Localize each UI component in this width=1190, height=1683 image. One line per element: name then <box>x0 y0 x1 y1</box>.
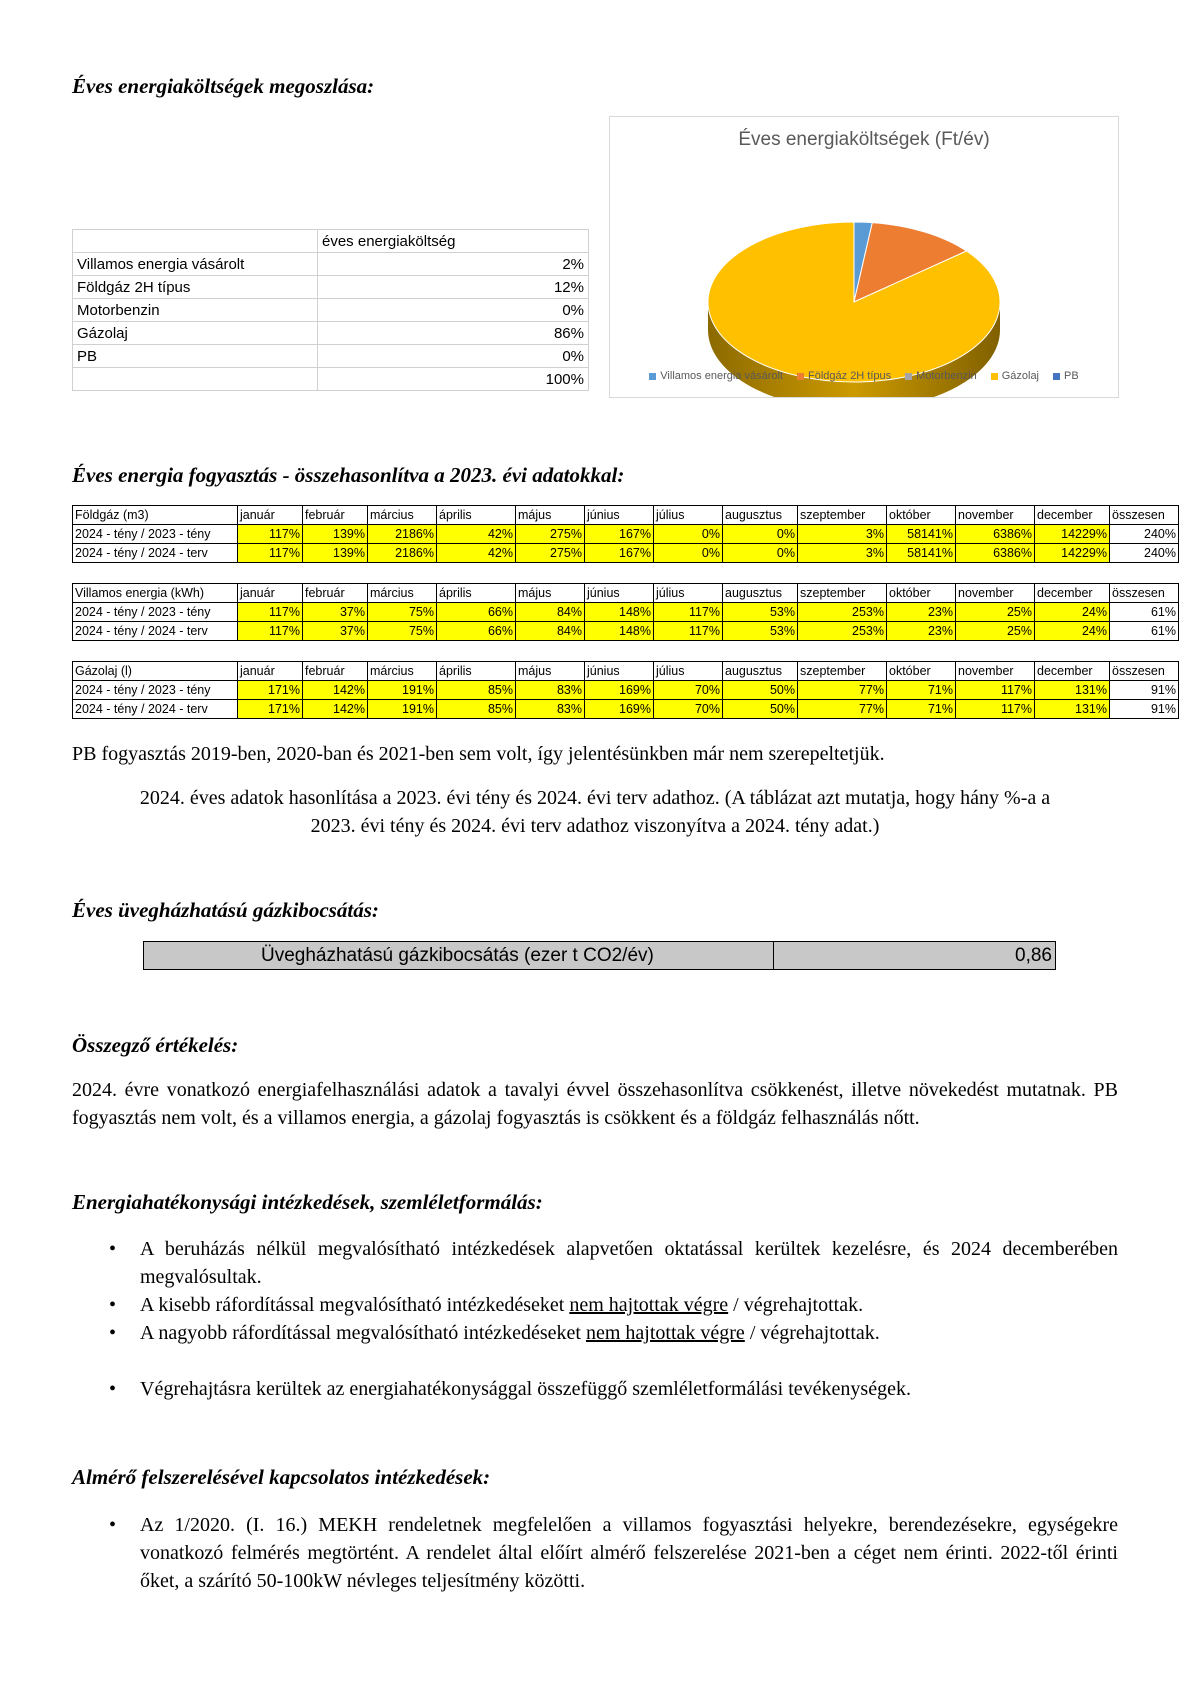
row-label: 2024 - tény / 2023 - tény <box>73 603 238 622</box>
legend-swatch <box>1053 373 1060 380</box>
comparison-note-line2: 2023. évi tény és 2024. évi terv adathoz viszonyítva a 2024. tény adat.) <box>310 815 880 837</box>
table-cell: 23% <box>887 603 956 622</box>
month-header: október <box>887 584 956 603</box>
table-cell: 14229% <box>1035 525 1110 544</box>
row-label: 2024 - tény / 2024 - terv <box>73 622 238 641</box>
month-header: december <box>1035 506 1110 525</box>
bullet-icon: • <box>109 1378 117 1400</box>
table-cell: 117% <box>654 603 723 622</box>
table-cell: 71% <box>887 681 956 700</box>
table-cell: 71% <box>887 700 956 719</box>
month-header: december <box>1035 662 1110 681</box>
legend-label: PB <box>1064 370 1079 382</box>
month-header: január <box>238 584 303 603</box>
table-cell: 191% <box>368 681 437 700</box>
cost-total-value: 100% <box>318 368 589 391</box>
legend-label: Gázolaj <box>1001 370 1039 382</box>
table-cell: 117% <box>238 525 303 544</box>
cost-row-value: 86% <box>318 322 589 345</box>
month-header: február <box>303 662 368 681</box>
table-cell: 6386% <box>956 544 1035 563</box>
table-cell: 142% <box>303 681 368 700</box>
table-cell: 117% <box>238 603 303 622</box>
month-header: július <box>654 506 723 525</box>
cost-row-name: Gázolaj <box>73 322 318 345</box>
month-header: október <box>887 662 956 681</box>
month-header: összesen <box>1110 584 1179 603</box>
table-cell: 58141% <box>887 525 956 544</box>
ghg-value: 0,86 <box>774 942 1056 970</box>
table-cell: 240% <box>1110 525 1179 544</box>
diesel-consumption-table <box>72 661 1179 719</box>
cost-table-header: éves energiaköltség <box>318 230 589 253</box>
month-header: szeptember <box>798 662 887 681</box>
efficiency-item <box>72 1235 1118 1291</box>
cost-row-name: Villamos energia vásárolt <box>73 253 318 276</box>
month-header: összesen <box>1110 662 1179 681</box>
legend-item <box>991 370 1039 382</box>
legend-swatch <box>991 373 998 380</box>
table-cell: 167% <box>585 544 654 563</box>
month-header: július <box>654 662 723 681</box>
pie-chart <box>609 116 1119 398</box>
efficiency-item-text: / végrehajtottak. <box>728 1294 864 1316</box>
month-header: január <box>238 506 303 525</box>
table-cell: 37% <box>303 622 368 641</box>
table-cell: 3% <box>798 544 887 563</box>
table-cell: 85% <box>437 700 516 719</box>
month-header: január <box>238 662 303 681</box>
month-header: június <box>585 584 654 603</box>
cost-table-row <box>73 299 589 322</box>
table-cell: 2186% <box>368 525 437 544</box>
table-cell: 117% <box>238 622 303 641</box>
efficiency-item-text: / végrehajtottak. <box>744 1322 880 1344</box>
summary-heading: Összegző értékelés: <box>72 1033 239 1057</box>
legend-item <box>905 370 977 382</box>
legend-swatch <box>649 373 656 380</box>
month-header: március <box>368 506 437 525</box>
table-cell: 171% <box>238 700 303 719</box>
month-header: június <box>585 506 654 525</box>
month-header: augusztus <box>723 662 798 681</box>
cost-row-name: Földgáz 2H típus <box>73 276 318 299</box>
row-label: 2024 - tény / 2024 - terv <box>73 544 238 563</box>
legend-swatch <box>905 373 912 380</box>
cost-total-label <box>73 368 318 391</box>
table-cell: 253% <box>798 622 887 641</box>
table-cell: 25% <box>956 603 1035 622</box>
table-cell: 24% <box>1035 622 1110 641</box>
table-cell: 91% <box>1110 681 1179 700</box>
table-cell: 75% <box>368 603 437 622</box>
consumption-heading: Éves energia fogyasztás - összehasonlítva a 2023. évi adatokkal: <box>72 463 625 487</box>
table-cell: 142% <box>303 700 368 719</box>
table-cell: 75% <box>368 622 437 641</box>
table-title: Földgáz (m3) <box>73 506 238 525</box>
table-cell: 58141% <box>887 544 956 563</box>
month-header: augusztus <box>723 584 798 603</box>
bullet-icon: • <box>109 1294 117 1316</box>
table-cell: 25% <box>956 622 1035 641</box>
table-cell: 275% <box>516 525 585 544</box>
table-cell: 0% <box>723 525 798 544</box>
efficiency-item-text: A kisebb ráfordítással megvalósítható intézkedéseket <box>140 1294 570 1316</box>
month-header: november <box>956 662 1035 681</box>
table-title: Gázolaj (l) <box>73 662 238 681</box>
table-cell: 42% <box>437 525 516 544</box>
table-cell: 85% <box>437 681 516 700</box>
efficiency-item-text: A beruházás nélkül megvalósítható intézkedések alapvetően oktatással kerültek kezelésre, és 2024 decemberében megvalósultak. <box>140 1238 1118 1288</box>
table-cell: 0% <box>654 525 723 544</box>
legend-item <box>797 370 891 382</box>
table-cell: 61% <box>1110 622 1179 641</box>
table-cell: 66% <box>437 622 516 641</box>
underlined-text: nem hajtottak végre <box>569 1294 729 1316</box>
table-cell: 24% <box>1035 603 1110 622</box>
pie-chart-svg <box>610 117 1118 397</box>
cost-row-value: 0% <box>318 345 589 368</box>
month-header: szeptember <box>798 506 887 525</box>
legend-item <box>649 370 783 382</box>
efficiency-heading: Energiahatékonysági intézkedések, szemléletformálás: <box>72 1190 543 1214</box>
table-cell: 139% <box>303 525 368 544</box>
table-cell: 6386% <box>956 525 1035 544</box>
comparison-note-line1: 2024. éves adatok hasonlítása a 2023. évi tény és 2024. évi terv adathoz. (A táblázat azt mutatja, hogy hány %-a a <box>139 787 1051 809</box>
bullet-icon: • <box>109 1514 117 1536</box>
cost-row-value: 2% <box>318 253 589 276</box>
month-header: május <box>516 662 585 681</box>
month-header: április <box>437 506 516 525</box>
table-cell: 61% <box>1110 603 1179 622</box>
month-header: február <box>303 584 368 603</box>
cost-heading: Éves energiaköltségek megoszlása: <box>72 74 375 98</box>
month-header: április <box>437 584 516 603</box>
ghg-table <box>143 941 1056 970</box>
cost-row-value: 12% <box>318 276 589 299</box>
month-header: november <box>956 506 1035 525</box>
table-cell: 2186% <box>368 544 437 563</box>
table-cell: 171% <box>238 681 303 700</box>
pb-note: PB fogyasztás 2019-ben, 2020-ban és 2021-ben sem volt, így jelentésünkben már nem szerepeltetjük. <box>72 743 885 765</box>
efficiency-item <box>72 1291 1118 1319</box>
table-cell: 148% <box>585 603 654 622</box>
legend-label: Földgáz 2H típus <box>808 370 892 382</box>
row-label: 2024 - tény / 2023 - tény <box>73 681 238 700</box>
ghg-label: Üvegházhatású gázkibocsátás (ezer t CO2/év) <box>144 942 774 970</box>
efficiency-item-text: A nagyobb ráfordítással megvalósítható intézkedéseket <box>140 1322 586 1344</box>
table-cell: 14229% <box>1035 544 1110 563</box>
bullet-icon: • <box>109 1238 117 1260</box>
table-cell: 0% <box>723 544 798 563</box>
table-cell: 3% <box>798 525 887 544</box>
table-cell: 50% <box>723 681 798 700</box>
month-header: július <box>654 584 723 603</box>
table-cell: 77% <box>798 681 887 700</box>
month-header: november <box>956 584 1035 603</box>
table-cell: 169% <box>585 700 654 719</box>
month-header: április <box>437 662 516 681</box>
month-header: szeptember <box>798 584 887 603</box>
table-cell: 131% <box>1035 681 1110 700</box>
table-cell: 83% <box>516 700 585 719</box>
table-row <box>73 544 1179 563</box>
bullet-icon: • <box>109 1322 117 1344</box>
table-cell: 117% <box>654 622 723 641</box>
table-row <box>73 700 1179 719</box>
table-cell: 117% <box>956 700 1035 719</box>
legend-label: Motorbenzin <box>916 370 977 382</box>
table-cell: 83% <box>516 681 585 700</box>
month-header: augusztus <box>723 506 798 525</box>
efficiency-item <box>72 1375 1118 1403</box>
gas-consumption-table <box>72 505 1179 563</box>
table-row <box>73 622 1179 641</box>
table-cell: 148% <box>585 622 654 641</box>
table-cell: 70% <box>654 681 723 700</box>
month-header: február <box>303 506 368 525</box>
month-header: június <box>585 662 654 681</box>
table-cell: 191% <box>368 700 437 719</box>
table-cell: 42% <box>437 544 516 563</box>
submeter-item-text: Az 1/2020. (I. 16.) MEKH rendeletnek megfelelően a villamos fogyasztási helyekre, berendezésekre, egységekre vonatkozó felmérés megtörtént. A rendelet által előírt almérő felszerelése 2021-ben a céget nem érinti. 2022-től érinti őket, a szárító 50-100kW névleges teljesítmény közötti. <box>140 1514 1118 1592</box>
table-cell: 66% <box>437 603 516 622</box>
table-cell: 91% <box>1110 700 1179 719</box>
table-cell: 139% <box>303 544 368 563</box>
month-header: március <box>368 584 437 603</box>
underlined-text: nem hajtottak végre <box>585 1322 745 1344</box>
table-cell: 117% <box>238 544 303 563</box>
table-cell: 275% <box>516 544 585 563</box>
row-label: 2024 - tény / 2024 - terv <box>73 700 238 719</box>
table-cell: 169% <box>585 681 654 700</box>
chart-title: Éves energiaköltségek (Ft/év) <box>738 129 990 150</box>
efficiency-item-text: Végrehajtásra kerültek az energiahatékonysággal összefüggő szemléletformálási tevékenységek. <box>140 1378 911 1400</box>
cost-table-row <box>73 253 589 276</box>
table-title: Villamos energia (kWh) <box>73 584 238 603</box>
table-cell: 240% <box>1110 544 1179 563</box>
cost-row-name: Motorbenzin <box>73 299 318 322</box>
submeter-item <box>72 1511 1118 1595</box>
table-cell: 84% <box>516 622 585 641</box>
table-cell: 77% <box>798 700 887 719</box>
table-cell: 0% <box>654 544 723 563</box>
cost-share-table <box>72 229 589 391</box>
cost-table-row <box>73 322 589 345</box>
cost-row-name: PB <box>73 345 318 368</box>
row-label: 2024 - tény / 2023 - tény <box>73 525 238 544</box>
legend-item <box>1053 370 1079 382</box>
month-header: május <box>516 584 585 603</box>
table-cell: 167% <box>585 525 654 544</box>
chart-legend <box>610 370 1118 382</box>
table-cell: 53% <box>723 622 798 641</box>
efficiency-list <box>72 1235 1118 1403</box>
electricity-consumption-table <box>72 583 1179 641</box>
legend-swatch <box>797 373 804 380</box>
table-cell: 37% <box>303 603 368 622</box>
cost-table-row <box>73 345 589 368</box>
ghg-heading: Éves üvegházhatású gázkibocsátás: <box>72 898 379 922</box>
month-header: május <box>516 506 585 525</box>
table-cell: 117% <box>956 681 1035 700</box>
cost-table-row <box>73 276 589 299</box>
cost-table-corner <box>73 230 318 253</box>
table-cell: 53% <box>723 603 798 622</box>
legend-label: Villamos energia vásárolt <box>660 370 783 382</box>
month-header: összesen <box>1110 506 1179 525</box>
submeter-heading: Almérő felszerelésével kapcsolatos intézkedések: <box>72 1465 491 1489</box>
table-cell: 84% <box>516 603 585 622</box>
cost-row-value: 0% <box>318 299 589 322</box>
month-header: október <box>887 506 956 525</box>
submeter-list <box>72 1511 1118 1595</box>
table-cell: 131% <box>1035 700 1110 719</box>
efficiency-item <box>72 1319 1118 1347</box>
summary-text: 2024. évre vonatkozó energiafelhasználási adatok a tavalyi évvel összehasonlítva csökkenést, illetve növekedést mutatnak. PB fogyasztás nem volt, és a villamos energia, a gázolaj fogyasztás is csökkent és a földgáz felhasználás nőtt. <box>72 1079 1118 1129</box>
table-row <box>73 681 1179 700</box>
table-row <box>73 525 1179 544</box>
table-cell: 70% <box>654 700 723 719</box>
table-cell: 50% <box>723 700 798 719</box>
table-row <box>73 603 1179 622</box>
table-cell: 23% <box>887 622 956 641</box>
month-header: március <box>368 662 437 681</box>
month-header: december <box>1035 584 1110 603</box>
table-cell: 253% <box>798 603 887 622</box>
